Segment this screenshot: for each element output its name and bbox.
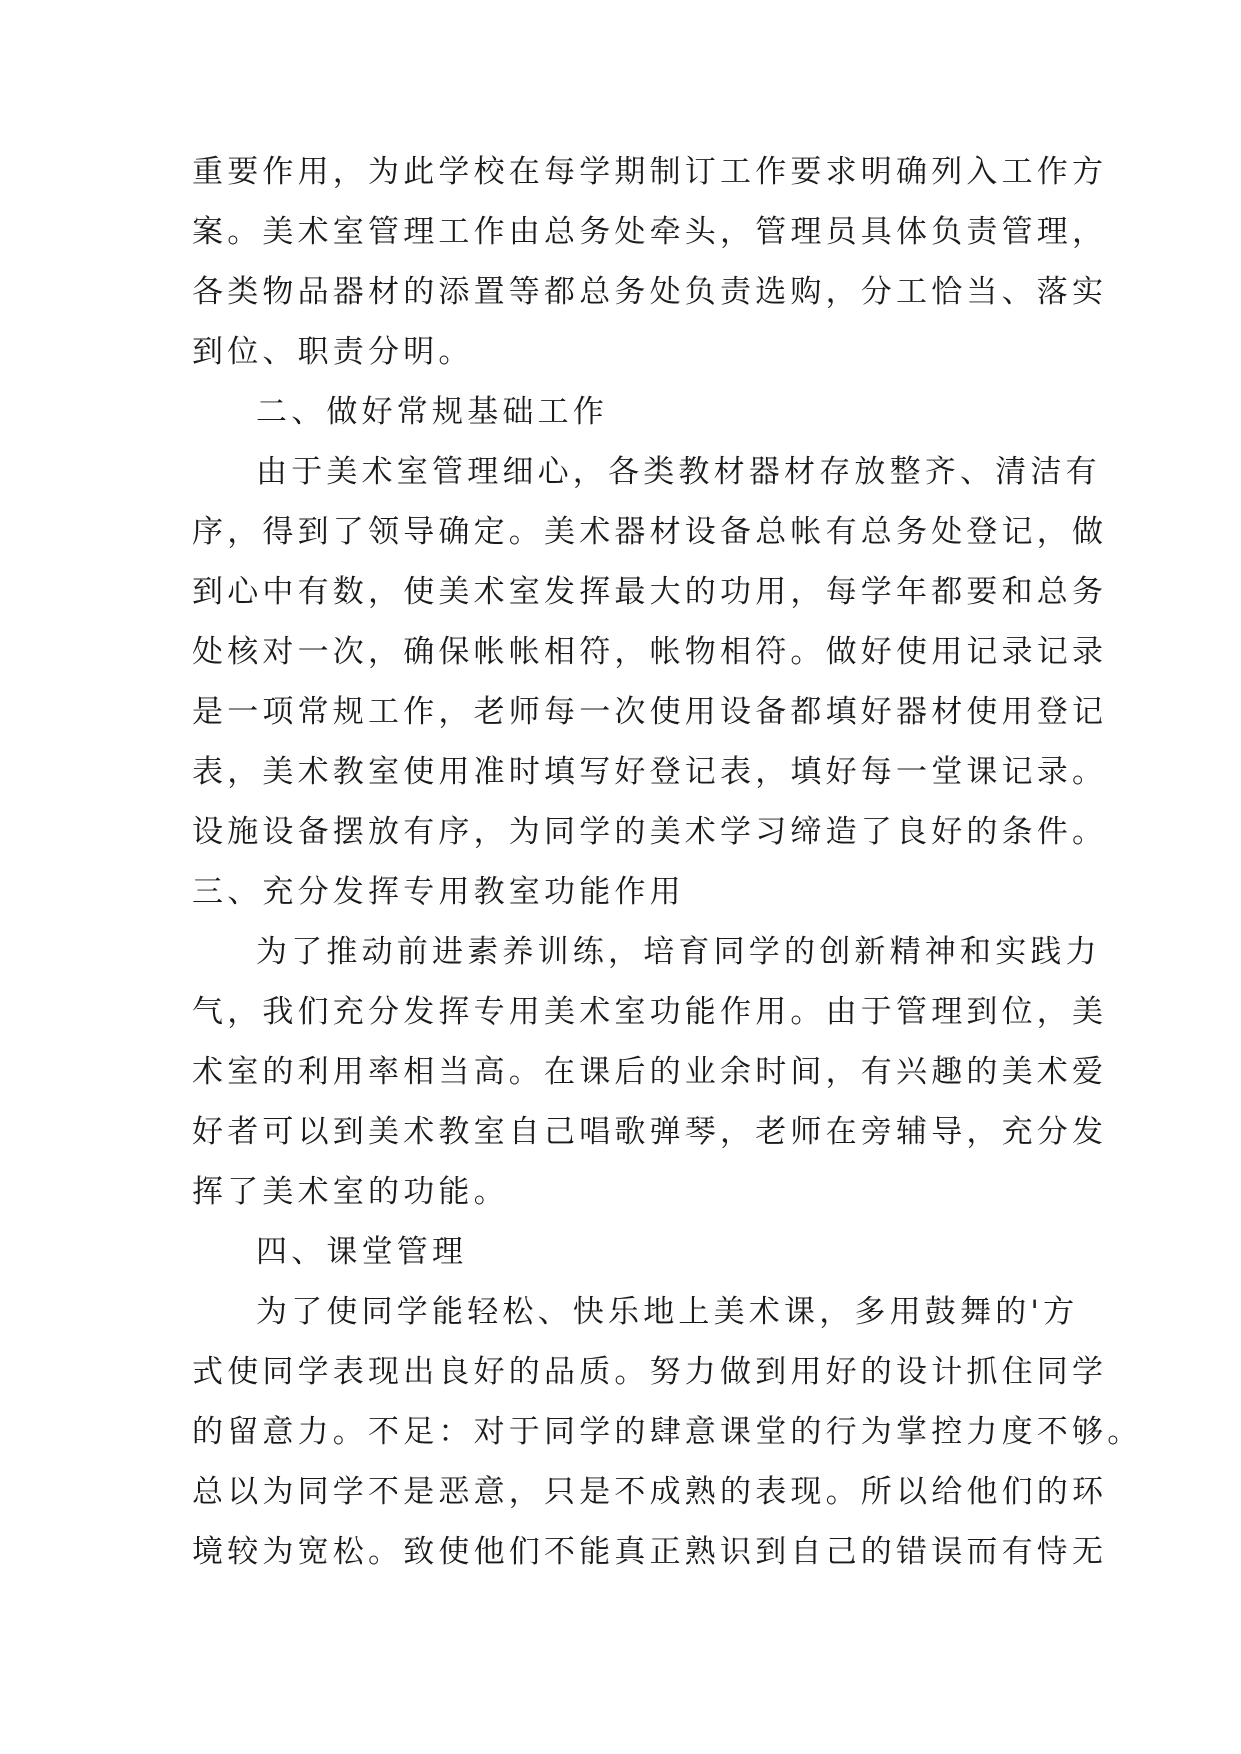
paragraph-line: 设施设备摆放有序，为同学的美术学习缔造了良好的条件。 — [192, 814, 1108, 850]
paragraph-line: 序，得到了领导确定。美术器材设备总帐有总务处登记，做 — [192, 514, 1108, 550]
paragraph-line: 总以为同学不是恶意，只是不成熟的表现。所以给他们的环 — [192, 1474, 1108, 1510]
paragraph-line: 为了使同学能轻松、快乐地上美术课，多用鼓舞的'方 — [256, 1294, 1079, 1330]
section-heading: 二、做好常规基础工作 — [256, 394, 608, 430]
paragraph-line: 表，美术教室使用准时填写好登记表，填好每一堂课记录。 — [192, 754, 1108, 790]
section-heading: 四、课堂管理 — [256, 1234, 468, 1270]
paragraph-line: 境较为宽松。致使他们不能真正熟识到自己的错误而有恃无 — [192, 1534, 1108, 1570]
paragraph-line: 案。美术室管理工作由总务处牵头，管理员具体负责管理， — [192, 214, 1108, 250]
paragraph-line: 气，我们充分发挥专用美术室功能作用。由于管理到位，美 — [192, 994, 1108, 1030]
paragraph-line: 到位、职责分明。 — [192, 334, 474, 370]
paragraph-line: 的留意力。不足：对于同学的肆意课堂的行为掌控力度不够。 — [192, 1414, 1143, 1450]
paragraph-line: 挥了美术室的功能。 — [192, 1174, 509, 1210]
paragraph-line: 各类物品器材的添置等都总务处负责选购，分工恰当、落实 — [192, 274, 1108, 310]
paragraph-line: 到心中有数，使美术室发挥最大的功用，每学年都要和总务 — [192, 574, 1108, 610]
paragraph-line: 好者可以到美术教室自己唱歌弹琴，老师在旁辅导，充分发 — [192, 1114, 1108, 1150]
section-heading: 三、充分发挥专用教室功能作用 — [192, 874, 685, 910]
paragraph-line: 为了推动前进素养训练，培育同学的创新精神和实践力 — [256, 934, 1101, 970]
paragraph-line: 是一项常规工作，老师每一次使用设备都填好器材使用登记 — [192, 694, 1108, 730]
paragraph-line: 术室的利用率相当高。在课后的业余时间，有兴趣的美术爱 — [192, 1054, 1108, 1090]
paragraph-line: 式使同学表现出良好的品质。努力做到用好的设计抓住同学 — [192, 1354, 1108, 1390]
paragraph-line: 由于美术室管理细心，各类教材器材存放整齐、清洁有 — [256, 454, 1101, 490]
paragraph-line: 处核对一次，确保帐帐相符，帐物相符。做好使用记录记录 — [192, 634, 1108, 670]
paragraph-line: 重要作用，为此学校在每学期制订工作要求明确列入工作方 — [192, 154, 1108, 190]
